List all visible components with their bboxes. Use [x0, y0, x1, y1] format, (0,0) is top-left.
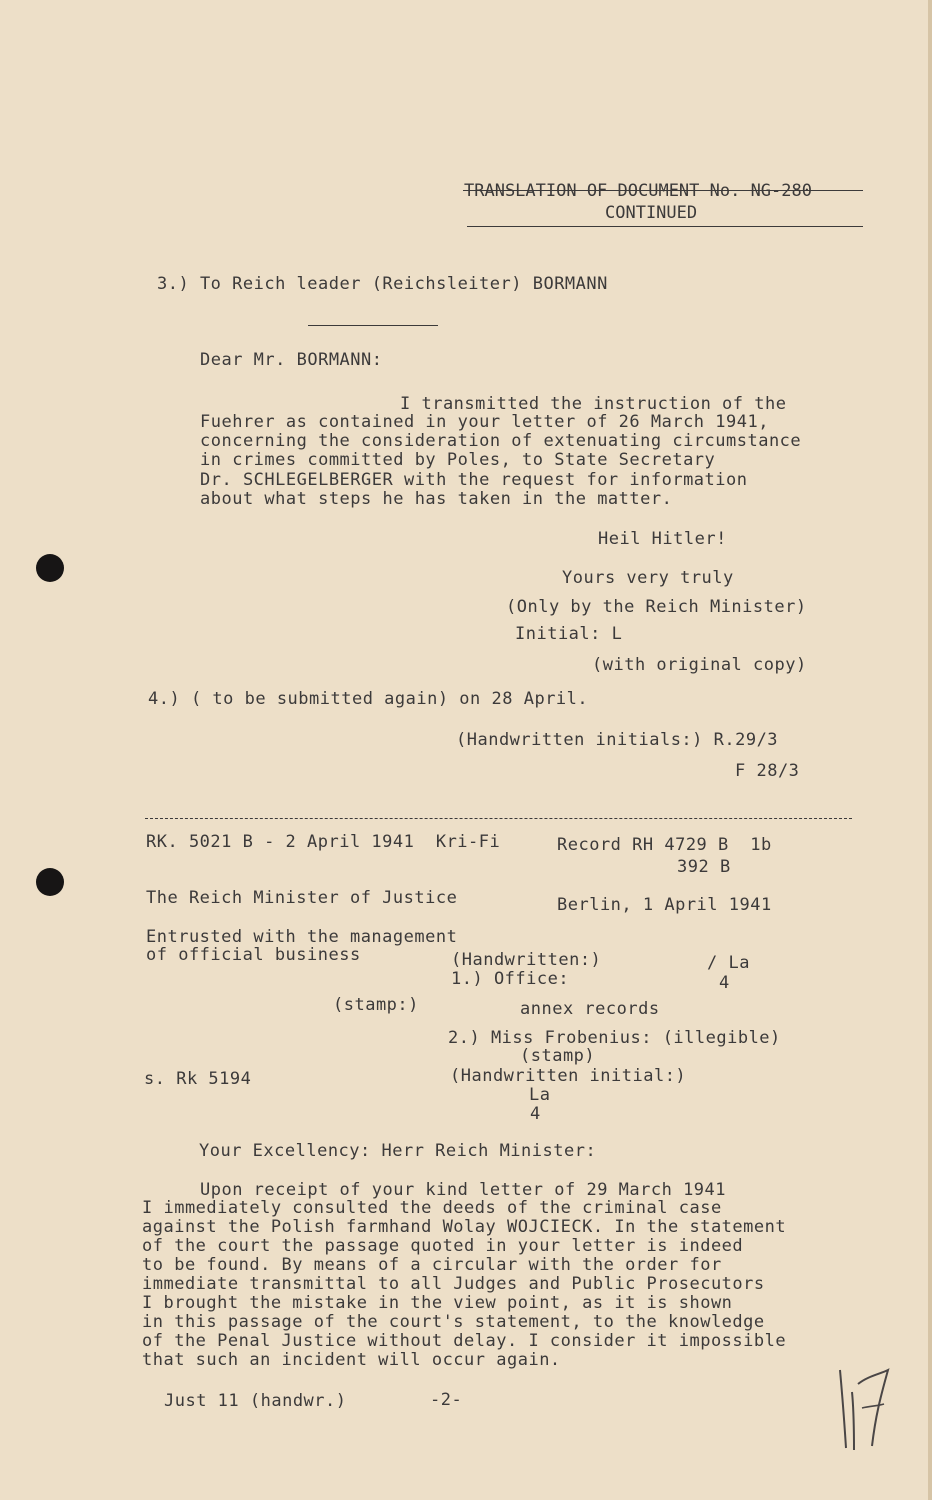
document-title: TRANSLATION OF DOCUMENT No. NG-280 — [464, 181, 812, 201]
letter-line-3: against the Polish farmhand Wolay WOJCIECK. In the statement — [142, 1217, 787, 1237]
sender: The Reich Minister of Justice — [146, 888, 458, 908]
stamp-label: (stamp:) — [333, 995, 419, 1015]
rk-reference: s. Rk 5194 — [144, 1069, 252, 1089]
short-divider — [308, 325, 438, 326]
section3-line-1: I transmitted the instruction of the — [400, 394, 787, 414]
letter-reference: RK. 5021 B - 2 April 1941 Kri-Fi — [146, 832, 501, 852]
section3-line-2: Fuehrer as contained in your letter of 26 March 1941, — [200, 412, 769, 432]
punch-hole-bottom — [36, 868, 64, 896]
record-number: Record RH 4729 B 1b — [557, 835, 772, 855]
stamp-label-2: (stamp) — [520, 1046, 596, 1066]
initial-note: Initial: L — [515, 624, 623, 644]
original-copy-note: (with original copy) — [592, 655, 807, 675]
salutation: Dear Mr. BORMANN: — [200, 350, 383, 370]
record-number-2: 392 B — [677, 857, 731, 877]
letter-line-1: Upon receipt of your kind letter of 29 March 1941 — [200, 1180, 727, 1200]
handwritten-page-mark — [832, 1362, 894, 1454]
letter-line-10: that such an incident will occur again. — [142, 1350, 561, 1370]
section3-line-3: concerning the consideration of extenuating circumstance — [200, 431, 802, 451]
section3-line-5: Dr. SCHLEGELBERGER with the request for information — [200, 470, 748, 490]
section3-line-4: in crimes committed by Poles, to State Secretary — [200, 450, 716, 470]
yours-truly: Yours very truly — [562, 568, 734, 588]
la-initial-number: 4 — [530, 1104, 541, 1124]
letter-line-6: immediate transmittal to all Judges and Public Prosecutors — [142, 1274, 765, 1294]
section4-text: 4.) ( to be submitted again) on 28 April. — [148, 689, 589, 709]
section-separator — [145, 818, 852, 819]
page-number: -2- — [430, 1390, 463, 1410]
only-by-note: (Only by the Reich Minister) — [506, 597, 807, 617]
title-strikethrough — [463, 190, 863, 191]
letter-line-4: of the court the passage quoted in your letter is indeed — [142, 1236, 744, 1256]
document-subtitle: CONTINUED — [605, 203, 698, 223]
la-initial: La — [529, 1085, 551, 1105]
handwritten-initial: (Handwritten initial:) — [450, 1066, 687, 1086]
entrusted-line-2: of official business — [146, 945, 361, 965]
section3-heading: 3.) To Reich leader (Reichsleiter) BORMANN — [157, 274, 608, 294]
letter-line-2: I immediately consulted the deeds of the criminal case — [142, 1198, 722, 1218]
miss-frobenius: 2.) Miss Frobenius: (illegible) — [448, 1028, 781, 1048]
letter-line-9: of the Penal Justice without delay. I consider it impossible — [142, 1331, 787, 1351]
letter-address: Your Excellency: Herr Reich Minister: — [199, 1141, 597, 1161]
f-date: F 28/3 — [735, 761, 800, 781]
punch-hole-top — [36, 554, 64, 582]
entrusted-line-1: Entrusted with the management — [146, 927, 458, 947]
section3-line-6: about what steps he has taken in the matter. — [200, 489, 673, 509]
annex-records: annex records — [520, 999, 660, 1019]
la-mark: / La — [707, 953, 750, 973]
la-mark-number: 4 — [719, 973, 730, 993]
letter-line-8: in this passage of the court's statement, to the knowledge — [142, 1312, 765, 1332]
letter-line-7: I brought the mistake in the view point, as it is shown — [142, 1293, 733, 1313]
office-line: 1.) Office: — [451, 969, 570, 989]
closing-greeting: Heil Hitler! — [598, 529, 727, 549]
handwritten-label: (Handwritten:) — [451, 950, 602, 970]
footer-note: Just 11 (handwr.) — [164, 1391, 347, 1411]
letter-line-5: to be found. By means of a circular with the order for — [142, 1255, 722, 1275]
header-underline — [467, 226, 863, 227]
handwritten-initials: (Handwritten initials:) R.29/3 — [456, 730, 779, 750]
place-date: Berlin, 1 April 1941 — [557, 895, 772, 915]
